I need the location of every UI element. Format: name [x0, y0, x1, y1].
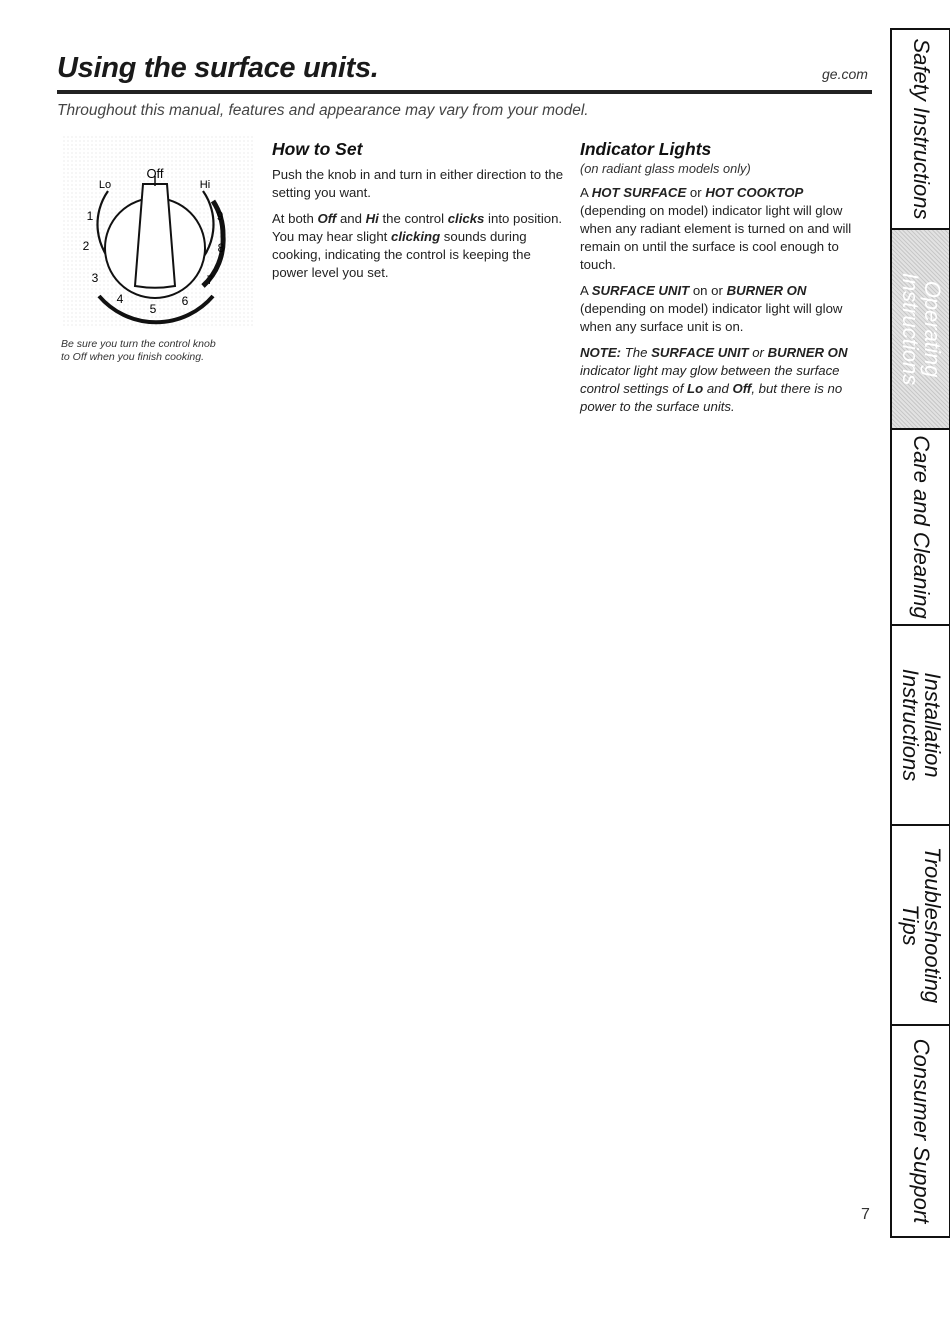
tab-consumer-support[interactable]	[892, 1024, 949, 1236]
control-knob-illustration	[63, 136, 253, 326]
indicator-lights-heading: Indicator Lights	[580, 139, 712, 159]
tab-label-line: Installation	[919, 672, 945, 778]
tab-installation-instructions[interactable]	[892, 624, 949, 824]
section-tabs	[890, 28, 950, 1238]
dial-label-2: 2	[82, 239, 90, 253]
text-run: and	[703, 381, 733, 396]
tab-label: Safety Instructions	[908, 38, 934, 220]
how-to-set-paragraph-1: Push the knob in and turn in either direction to the setting you want.	[272, 167, 564, 200]
knob-caption	[61, 338, 261, 364]
term-hot-surface: HOT SURFACE	[591, 185, 687, 200]
dial-label-lo: Lo	[98, 179, 112, 191]
tab-label-line: Instructions	[897, 272, 923, 386]
term-hot-cooktop: HOT COOKTOP	[705, 185, 804, 200]
tab-operating-instructions[interactable]	[892, 228, 949, 428]
term-off: Off	[317, 211, 337, 226]
tab-label-line: Tips	[897, 904, 923, 946]
how-to-set-section	[272, 138, 564, 290]
term-clicks: clicks	[447, 211, 485, 226]
text-run: or	[748, 345, 768, 360]
dial-label-hi: Hi	[199, 179, 211, 191]
tab-label	[899, 847, 943, 1003]
text-run: (depending on model) indicator light will glow when any radiant element is turned on and will remain on until the surface is cool enough to touch.	[580, 203, 852, 272]
text-run: into position. You may hear slight	[272, 211, 563, 244]
tab-label-line: Operating	[919, 280, 945, 378]
indicator-paragraph-2	[580, 282, 870, 336]
page-subtitle: Throughout this manual, features and appearance may vary from your model.	[57, 102, 589, 119]
dial-label-6: 6	[181, 294, 189, 308]
term-off: Off	[732, 381, 752, 396]
knob-caption-line-1: Be sure you turn the control knob	[61, 338, 216, 350]
indicator-paragraph-1	[580, 184, 870, 274]
page-title: Using the surface units.	[57, 52, 379, 84]
tab-safety-instructions[interactable]	[892, 28, 949, 228]
tab-label	[899, 273, 943, 386]
text-run: A	[580, 283, 592, 298]
tab-troubleshooting-tips[interactable]	[892, 824, 949, 1024]
text-run: indicator light may glow between the surface control settings of	[580, 363, 840, 396]
dial-label-1: 1	[86, 209, 94, 223]
indicator-lights-section	[580, 138, 870, 424]
term-hi: Hi	[365, 211, 379, 226]
indicator-note	[580, 344, 870, 416]
term-burner-on: BURNER ON	[726, 283, 807, 298]
how-to-set-paragraph-2	[272, 210, 564, 282]
term-lo: Lo	[687, 381, 704, 396]
text-run: At both	[272, 211, 318, 226]
dial-label-5: 5	[149, 302, 157, 316]
term-clicking: clicking	[391, 229, 441, 244]
knob-caption-line-2: to Off when you finish cooking.	[61, 351, 204, 363]
note-label: NOTE:	[580, 345, 622, 360]
header-rule	[57, 90, 872, 94]
indicator-lights-subheading: (on radiant glass models only)	[580, 161, 751, 176]
tab-label-line: Instructions	[897, 668, 923, 782]
text-run: A	[580, 185, 592, 200]
dial-label-8: 8	[217, 241, 225, 255]
how-to-set-heading: How to Set	[272, 139, 363, 159]
term-surface-unit: SURFACE UNIT	[591, 283, 690, 298]
text-run: , but there is no power to the surface units.	[580, 381, 843, 414]
tab-label: Care and Cleaning	[908, 435, 934, 619]
site-url: ge.com	[822, 66, 868, 82]
text-run: (depending on model) indicator light will glow when any surface unit is on.	[580, 301, 843, 334]
text-run: sounds during cooking, indicating the control is keeping the power level you set.	[272, 229, 531, 280]
term-surface-unit: SURFACE UNIT	[651, 345, 749, 360]
control-knob-diagram	[63, 136, 253, 326]
dial-label-off: Off	[146, 166, 164, 181]
page-number: 7	[861, 1206, 870, 1223]
tab-care-and-cleaning[interactable]	[892, 428, 949, 624]
dial-label-9: 9	[216, 209, 224, 223]
term-burner-on: BURNER ON	[767, 345, 848, 360]
knob-grip	[135, 184, 175, 288]
tab-label: Consumer Support	[908, 1038, 934, 1224]
text-run: the control	[378, 211, 448, 226]
text-run: The	[621, 345, 652, 360]
text-run: on or	[689, 283, 727, 298]
tab-label	[899, 669, 943, 782]
dial-label-7: 7	[206, 273, 214, 287]
dial-label-3: 3	[91, 271, 99, 285]
dial-label-4: 4	[116, 292, 124, 306]
tab-label-line: Troubleshooting	[919, 846, 945, 1004]
text-run: and	[336, 211, 366, 226]
text-run: or	[686, 185, 706, 200]
